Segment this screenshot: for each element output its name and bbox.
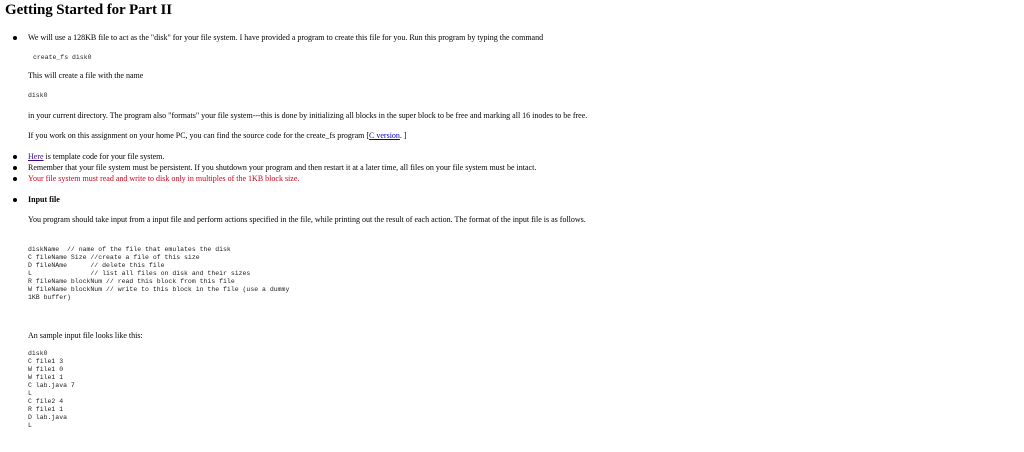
paragraph: in your current directory. The program also "formats" your file system---this is done by initializing all blocks in the super block to be free and marking all 16 inodes to be free. [28,111,588,120]
code-disk-name: disk0 [28,92,48,99]
bullet-text [28,152,164,162]
code-input-format: diskName // name of the file that emulates the disk C fileName Size //create a file of this size D fileNAme // delete this file L // list all files on disk and their sizes R fileName blockNum // read this block from this file W fileName blockNum // write to this block in the file (use a dummy 1KB buffer) [28,246,290,301]
code-create-command: create_fs disk0 [33,54,92,61]
here-link[interactable]: Here [28,152,44,161]
section-heading: Input file [28,195,60,204]
bullet-text-warning: Your file system must read and write to disk only in multiples of the 1KB block size. [28,174,300,183]
paragraph: You program should take input from a input file and perform actions specified in the file, while printing out the result of each action. The format of the input file is as follows. [28,215,586,224]
bullet-icon [13,155,17,159]
paragraph [28,131,407,141]
page-title: Getting Started for Part II [5,2,172,18]
bullet-icon [13,198,17,202]
paragraph-text: . ] [399,131,407,140]
bullet-icon [13,36,17,40]
paragraph-text: If you work on this assignment on your home PC, you can find the source code for the create_fs program [ [28,131,370,140]
bullet-icon [13,166,17,170]
bullet-text-rest: is template code for your file system. [43,152,165,161]
paragraph: This will create a file with the name [28,71,144,80]
bullet-icon [13,177,17,181]
c-version-link[interactable]: C version [369,131,400,140]
bullet-text: We will use a 128KB file to act as the "disk" for your file system. I have provided a program to create this file for you. Run this program by typing the command [28,33,544,42]
paragraph: An sample input file looks like this: [28,331,143,340]
bullet-text: Remember that your file system must be persistent. If you shutdown your program and then restart it at a later time, all files on your file system must be intact. [28,163,537,172]
code-sample-input: disk0 C file1 3 W file1 0 W file1 1 C lab.java 7 L C file2 4 R file1 1 D lab.java L [28,350,75,429]
